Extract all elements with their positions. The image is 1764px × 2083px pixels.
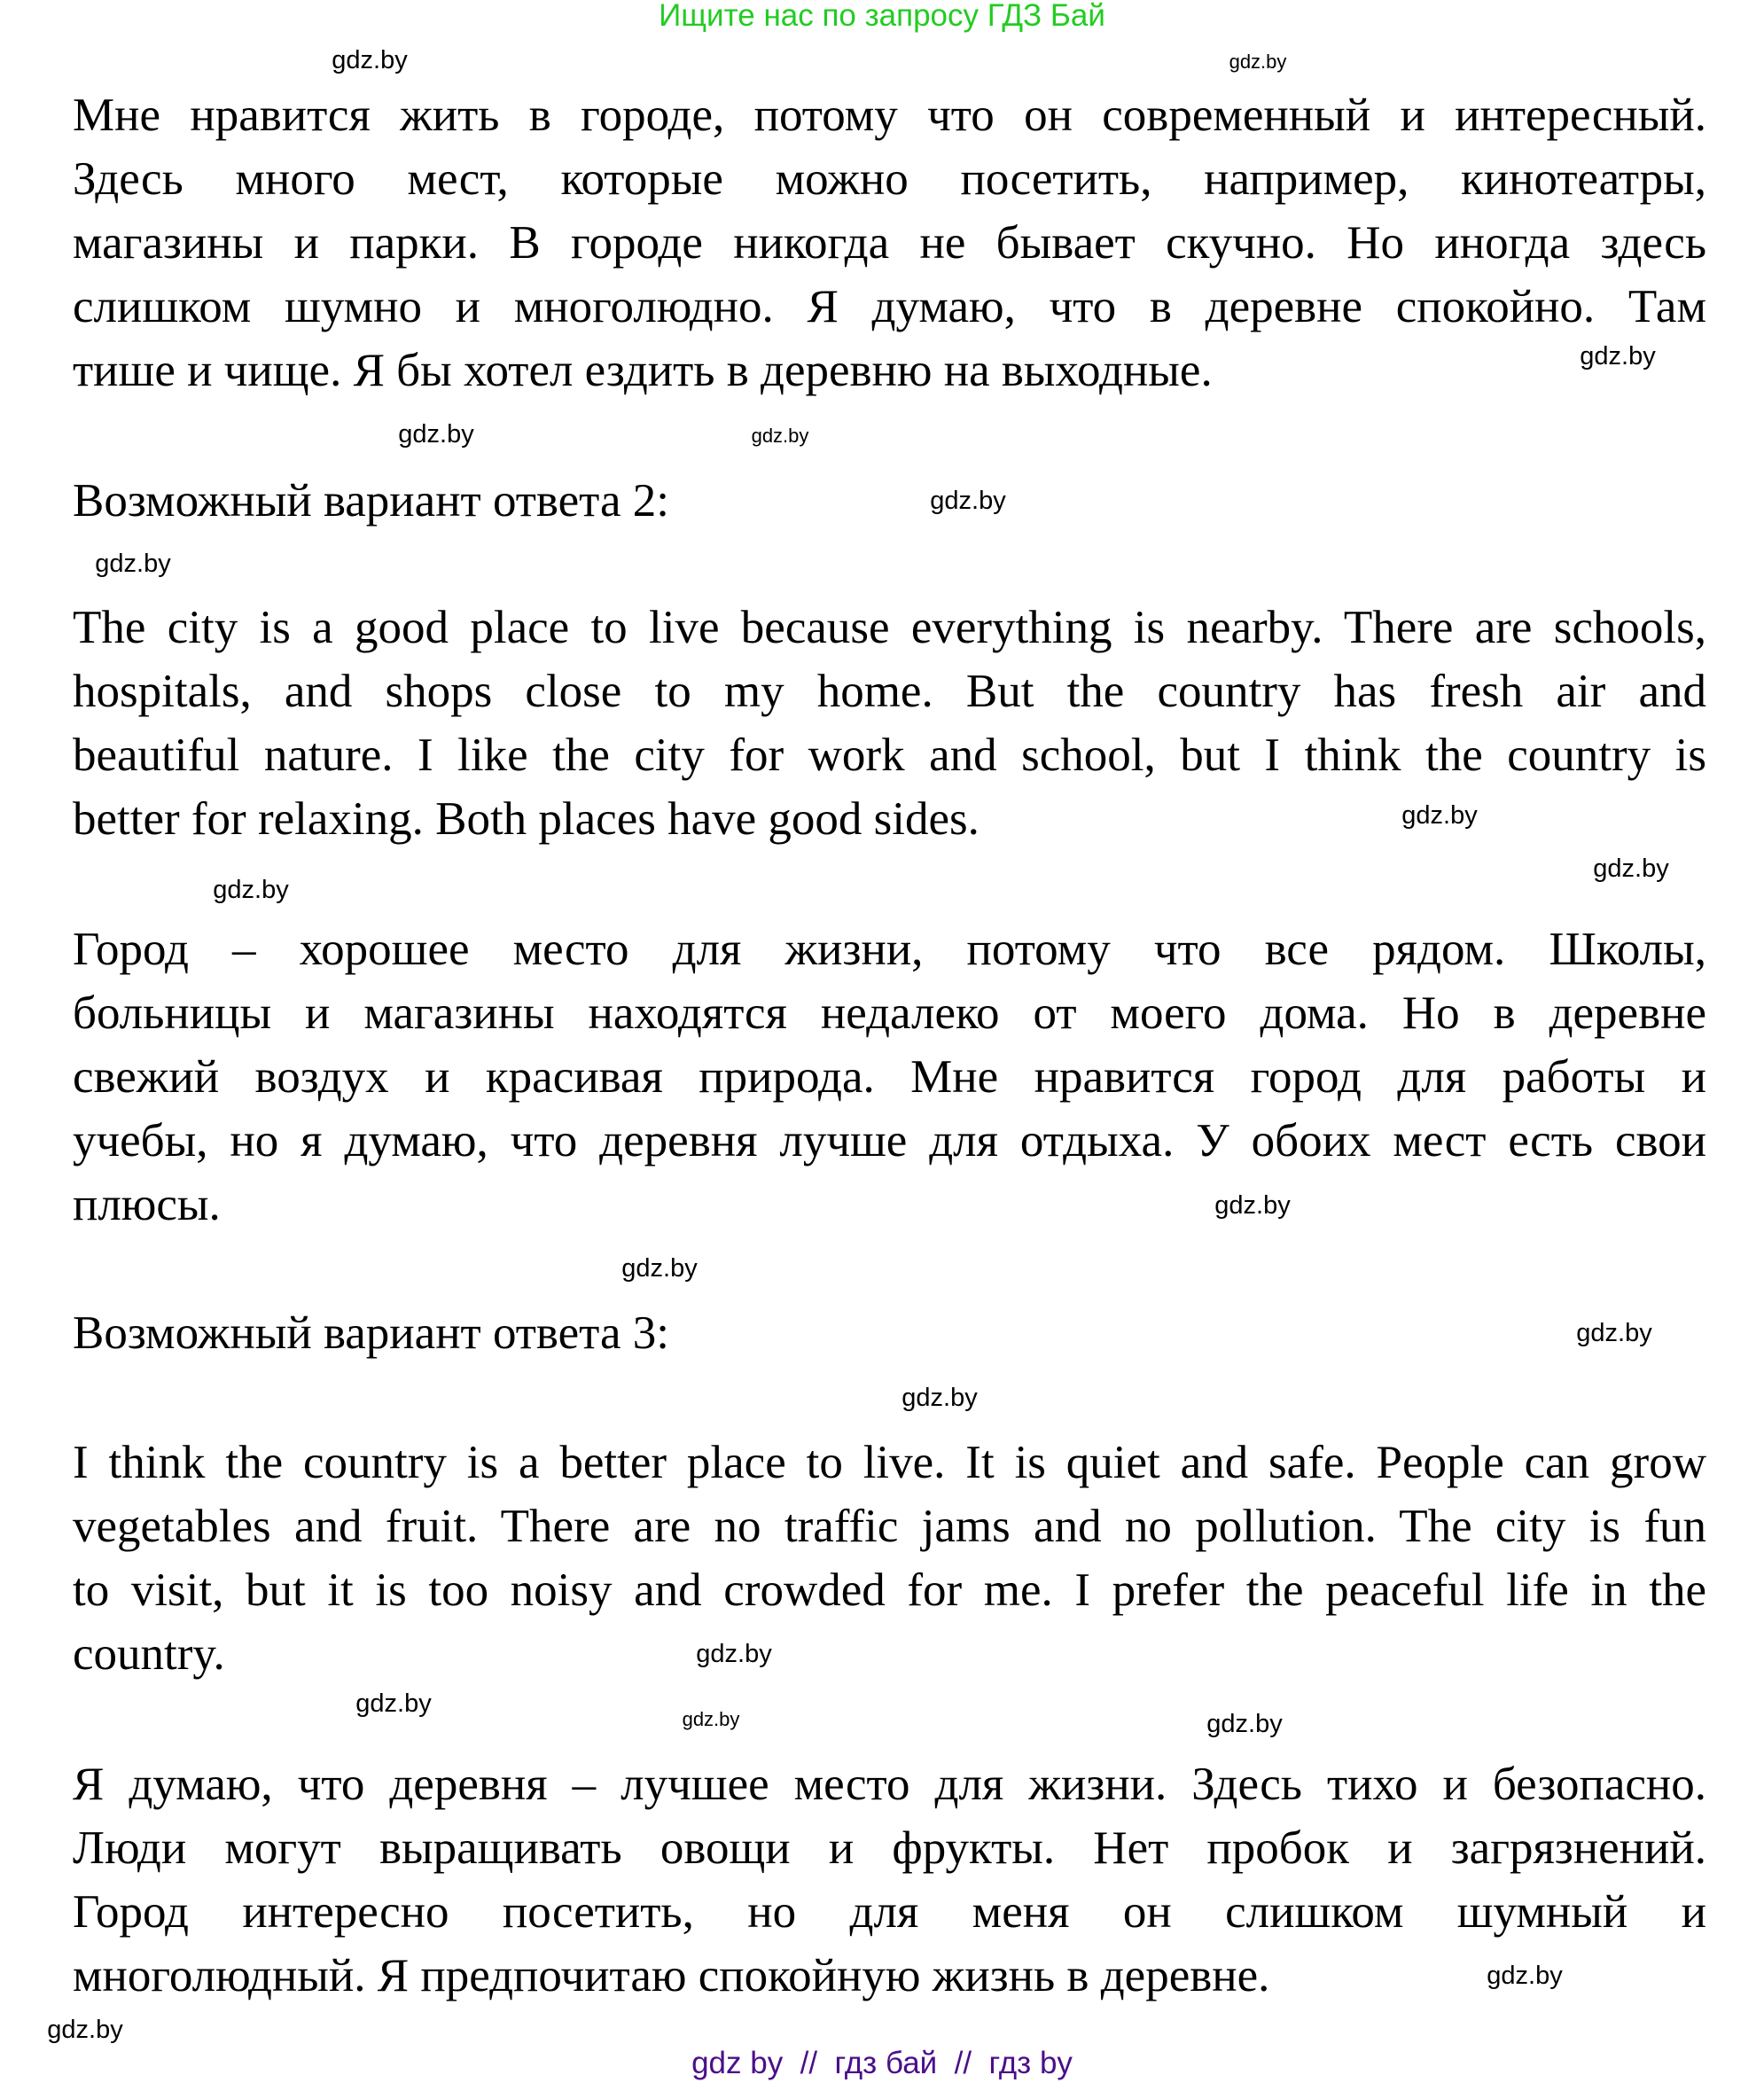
watermark: gdz.by [1206,1710,1283,1738]
text-line: многолюдный. Я предпочитаю спокойную жизнь в деревне. [73,1950,1270,2001]
watermark: gdz.by [930,487,1006,515]
paragraph-russian-3 [73,1752,1706,2008]
watermark: gdz.by [355,1689,432,1718]
text-line: Люди могут выращивать овощи и фрукты. Нет пробок и загрязнений. [73,1822,1706,1874]
text-line: to visit, but it is too noisy and crowded for me. I prefer the peaceful life in the [73,1564,1706,1616]
text-line: Мне нравится жить в городе, потому что он современный и интересный. [73,90,1706,141]
watermark: gdz.by [1401,801,1478,830]
text-line: vegetables and fruit. There are no traffic jams and no pollution. The city is fun [73,1501,1706,1552]
watermark: gdz.by [1580,342,1656,371]
watermark: gdz.by [682,1708,740,1730]
text-line: better for relaxing. Both places have good sides. [73,793,980,845]
text-line: учебы, но я думаю, что деревня лучше для отдыха. У обоих мест есть свои [73,1115,1706,1166]
heading-variant-3 [73,1301,1706,1365]
text-line: магазины и парки. В городе никогда не бывает скучно. Но иногда здесь [73,217,1706,269]
text-line: beautiful nature. I like the city for work and school, but I think the country is [73,729,1706,781]
text-line: слишком шумно и многолюдно. Я думаю, что в деревне спокойно. Там [73,281,1706,332]
watermark: gdz.by [398,420,474,449]
watermark: gdz.by [1593,854,1669,883]
watermark: gdz.by [1229,51,1287,73]
watermark: gdz.by [95,550,171,578]
watermark: gdz.by [621,1254,698,1283]
text-line: тише и чище. Я бы хотел ездить в деревню на выходные. [73,345,1213,396]
heading-text: Возможный вариант ответа 2: [73,475,669,527]
search-banner: Ищите нас по запросу ГДЗ Бай [659,0,1105,33]
paragraph-english-3 [73,1431,1706,1686]
text-line: country. [73,1628,225,1680]
text-line: I think the country is a better place to live. It is quiet and safe. People can grow [73,1437,1706,1488]
text-line: Здесь много мест, которые можно посетить, например, кинотеатры, [73,153,1706,205]
paragraph-1 [73,83,1706,402]
watermark: gdz.by [751,425,809,447]
watermark: gdz.by [332,46,408,74]
watermark: gdz.by [1487,1962,1563,1990]
watermark: gdz.by [47,2016,123,2044]
watermark: gdz.by [1214,1191,1291,1220]
heading-text: Возможный вариант ответа 3: [73,1307,669,1359]
watermark: gdz.by [902,1384,978,1412]
footer-links: gdz by // гдз бай // гдз by [691,2046,1073,2080]
text-line: свежий воздух и красивая природа. Мне нравится город для работы и [73,1051,1706,1103]
text-line: Город интересно посетить, но для меня он слишком шумный и [73,1886,1706,1938]
watermark: gdz.by [696,1640,772,1668]
text-line: hospitals, and shops close to my home. But the country has fresh air and [73,666,1706,717]
text-line: Я думаю, что деревня – лучшее место для жизни. Здесь тихо и безопасно. [73,1759,1706,1810]
paragraph-russian-2 [73,917,1706,1237]
text-line: больницы и магазины находятся недалеко от моего дома. Но в деревне [73,987,1706,1039]
watermark: gdz.by [213,876,289,904]
text-line: плюсы. [73,1179,221,1230]
watermark: gdz.by [1576,1319,1652,1347]
text-line: Город – хорошее место для жизни, потому что все рядом. Школы, [73,924,1706,975]
heading-variant-2 [73,469,1706,533]
text-line: The city is a good place to live because everything is nearby. There are schools, [73,602,1706,653]
